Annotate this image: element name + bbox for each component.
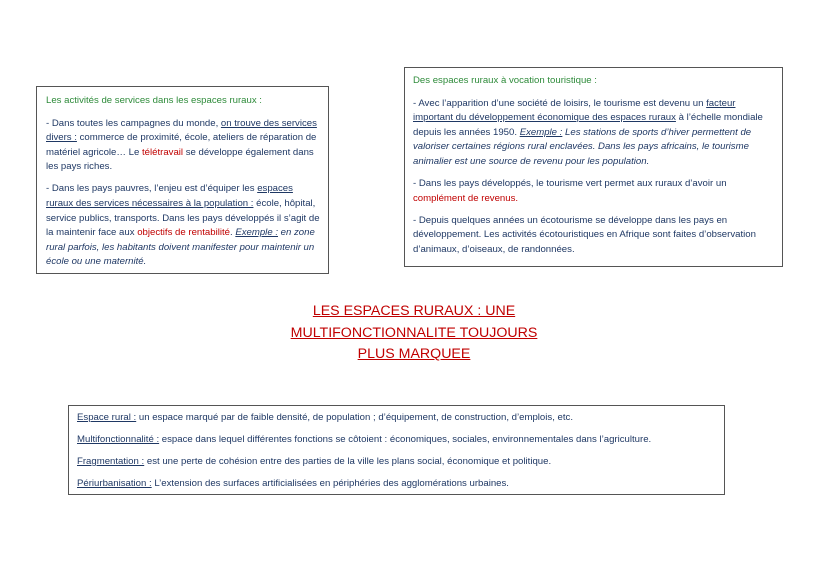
title-line-1: LES ESPACES RURAUX : UNE: [312, 303, 516, 319]
page-title: [230, 301, 598, 366]
text: - Dans toutes les campagnes du monde,: [46, 117, 221, 129]
underlined-text: facteur important du développement économique des espaces ruraux: [413, 97, 736, 124]
example-text: en zone rural parfois, les habitants doivent manifester pour maintenir un école ou une maternité.: [46, 227, 315, 268]
text: - Avec l’apparition d’une société de loisirs, le tourisme est devenu un: [413, 97, 707, 109]
definition-term: Espace rural :: [77, 412, 137, 423]
highlight-text: objectifs de rentabilité: [137, 227, 230, 239]
underlined-text: espaces ruraux des services nécessaires à la population :: [46, 183, 293, 210]
definitions-box: [68, 405, 725, 495]
services-paragraph-1: [46, 117, 320, 175]
definition-fragmentation: [77, 455, 716, 470]
title-line-3: PLUS MARQUEE: [357, 346, 471, 362]
text: commerce de proximité, école, ateliers de réparation de matériel agricole… Le: [46, 132, 317, 158]
services-box: [36, 86, 329, 274]
tourism-box: [404, 67, 783, 267]
definition-periurbanisation: [77, 477, 716, 492]
example-label: Exemple :: [519, 126, 563, 138]
services-paragraph-2: [46, 182, 320, 270]
highlight-text: télétravail: [141, 146, 184, 158]
example-text: Les stations de sports d’hiver permettent de valoriser certaines régions rural enclavées. Dans les pays africains, le tourisme animalier est une source de revenu pour les population.: [413, 126, 752, 167]
definition-text: est une perte de cohésion entre des parties de la ville les plans social, économique et politique.: [144, 455, 552, 467]
text: école, hôpital, service publics, transports. Dans les pays développés il s’agit de la maintenir face aux: [46, 198, 320, 239]
highlight-text: complément de revenus.: [413, 192, 519, 204]
definition-multifonctionnalite: [77, 433, 716, 448]
text: à l’échelle mondiale depuis les années 1950.: [413, 112, 763, 138]
tourism-paragraph-1: [413, 97, 774, 170]
underlined-text: on trouve des services divers :: [46, 117, 317, 144]
text: .: [229, 227, 236, 239]
text: se développe également dans les pays riches.: [46, 146, 314, 173]
services-heading: Les activités de services dans les espaces ruraux :: [46, 95, 262, 106]
definition-term: Multifonctionnalité :: [77, 433, 160, 445]
text: - Dans les pays développés, le tourisme vert permet aux ruraux d’avoir un: [413, 178, 727, 190]
text: - Dans les pays pauvres, l’enjeu est d’équiper les: [46, 183, 258, 195]
definition-term: Fragmentation :: [77, 455, 145, 467]
definition-text: espace dans lequel différentes fonctions se côtoient : économiques, sociales, environnementales dans l’agriculture.: [159, 433, 652, 445]
definition-espace-rural: [77, 411, 716, 426]
definition-text: L’extension des surfaces artificialisées en périphéries des agglomérations urbaines.: [151, 477, 509, 489]
tourism-paragraph-2: [413, 177, 774, 206]
title-line-2: MULTIFONCTIONNALITE TOUJOURS: [290, 324, 538, 341]
example-label: Exemple :: [235, 227, 278, 239]
tourism-paragraph-3: - Depuis quelques années un écotourisme se développe dans les pays en développement. Les activités écotouristiques en Afrique sont faites d’observation d’animaux, d’oiseaux, de randonnées.: [413, 214, 756, 255]
tourism-heading: Des espaces ruraux à vocation touristique :: [413, 75, 597, 86]
definition-term: Périurbanisation :: [77, 477, 152, 489]
definition-text: un espace marqué par de faible densité, de population ; d’équipement, de construction, d’emplois, etc.: [136, 412, 573, 423]
